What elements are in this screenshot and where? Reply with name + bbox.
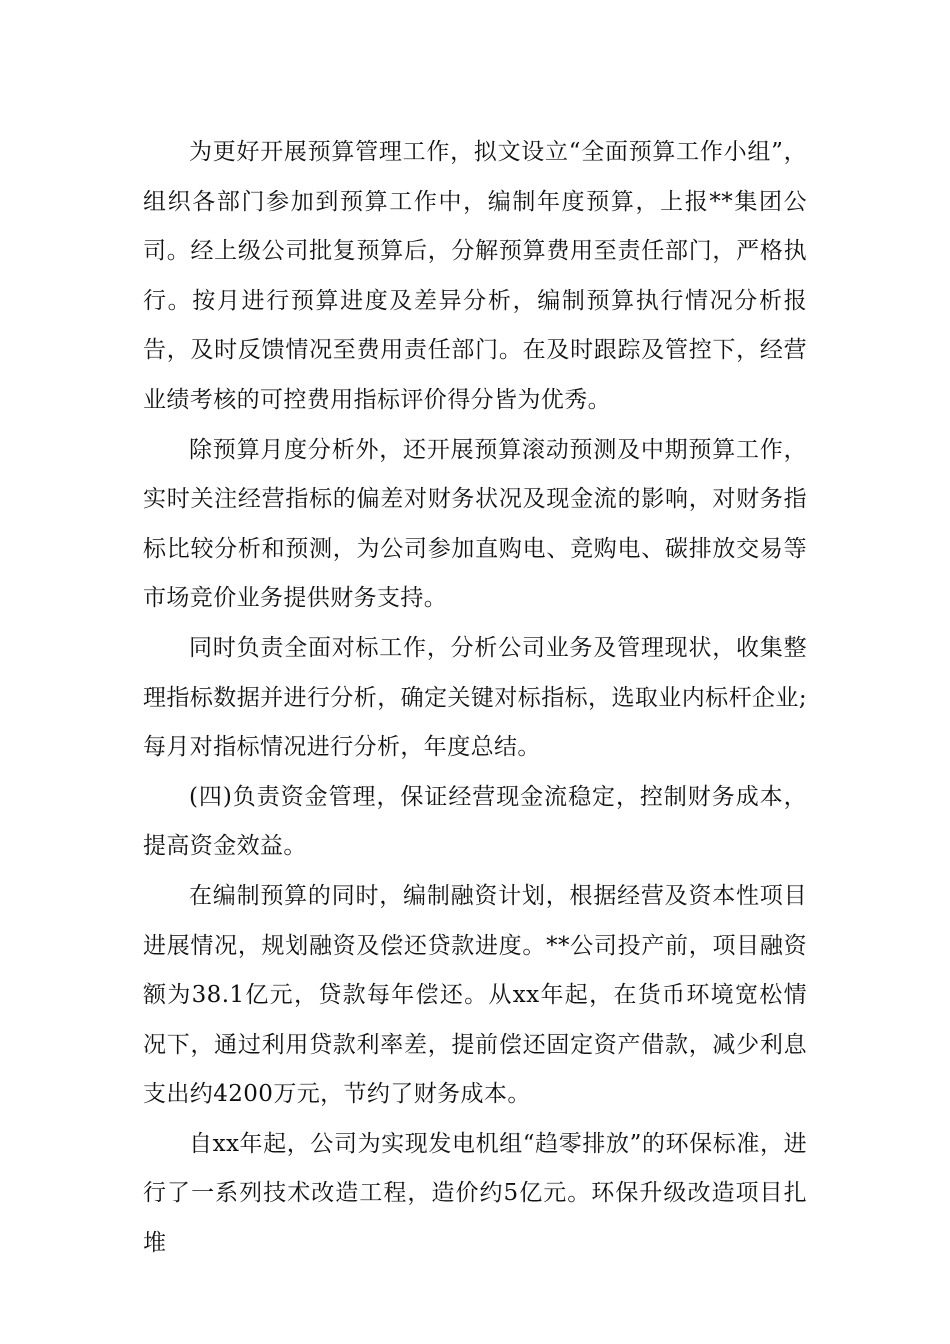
paragraph-environmental-upgrade: 自xx年起，公司为实现发电机组“趋零排放”的环保标准，进行了一系列技术改造工程，造价约5亿元。环保升级改造项目扎堆 [143,1130,807,1257]
paragraph-financing-plan: 在编制预算的同时，编制融资计划，根据经营及资本性项目进展情况，规划融资及偿还贷款进度。**公司投产前，项目融资额为38.1亿元，贷款每年偿还。从xx年起，在货币环境宽松情况下，通过利用贷款利率差，提前偿还固定资产借款，减少利息支出约4200万元，节约了财务成本。 [143,882,807,1108]
paragraph-budget-management: 为更好开展预算管理工作，拟文设立“全面预算工作小组”，组织各部门参加到预算工作中，编制年度预算，上报**集团公司。经上级公司批复预算后，分解预算费用至责任部门，严格执行。按月进行预算进度及差异分析，编制预算执行情况分析报告，及时反馈情况至费用责任部门。在及时跟踪及管控下，经营业绩考核的可控费用指标评价得分皆为优秀。 [143,139,807,413]
paragraph-fund-management-heading: (四)负责资金管理，保证经营现金流稳定，控制财务成本，提高资金效益。 [143,783,807,860]
paragraph-budget-forecast: 除预算月度分析外，还开展预算滚动预测及中期预算工作，实时关注经营指标的偏差对财务状况及现金流的影响，对财务指标比较分析和预测，为公司参加直购电、竞购电、碳排放交易等市场竞价业务提供财务支持。 [143,436,807,612]
document-body [143,128,807,1269]
paragraph-benchmarking: 同时负责全面对标工作，分析公司业务及管理现状，收集整理指标数据并进行分析，确定关键对标指标，选取业内标杆企业;每月对指标情况进行分析，年度总结。 [143,634,807,761]
